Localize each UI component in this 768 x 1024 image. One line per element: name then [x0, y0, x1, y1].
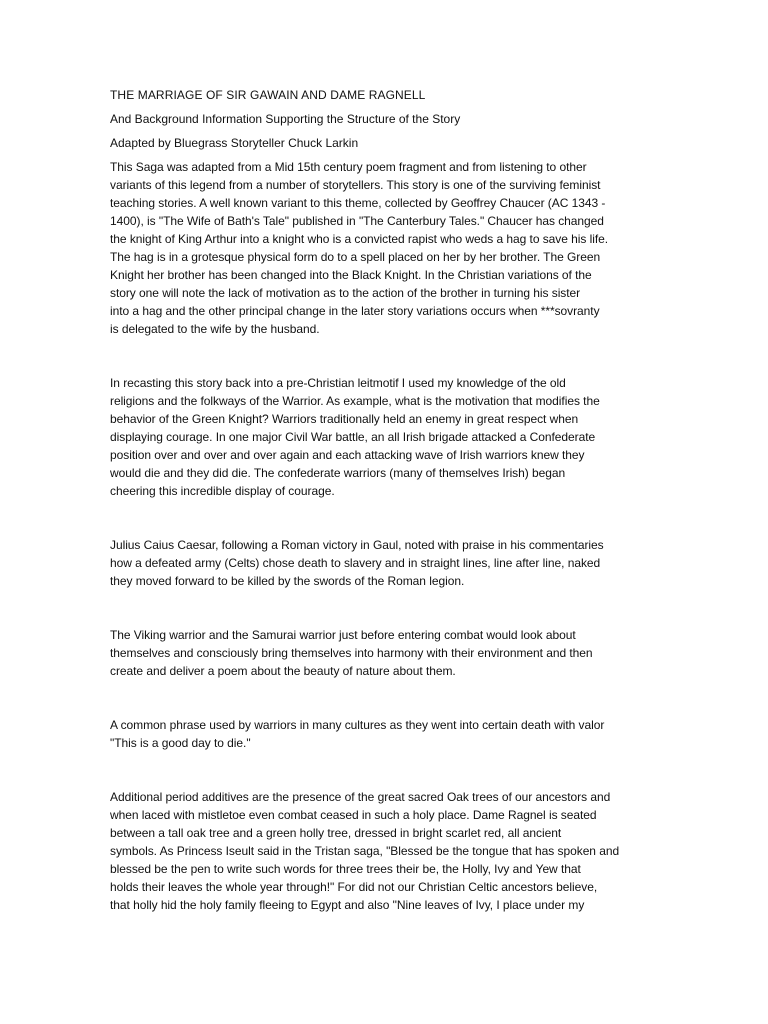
- paragraph-line: Knight her brother has been changed into the Black Knight. In the Christian variations of the: [110, 268, 592, 282]
- paragraph-line: behavior of the Green Knight? Warriors traditionally held an enemy in great respect when: [110, 412, 579, 426]
- paragraph-line: create and deliver a poem about the beauty of nature about them.: [110, 664, 456, 678]
- paragraph-line: displaying courage. In one major Civil War battle, an all Irish brigade attacked a Confederate: [110, 430, 596, 444]
- paragraph-line: position over and over and over again and each attacking wave of Irish warriors knew they: [110, 448, 585, 462]
- paragraph-line: they moved forward to be killed by the swords of the Roman legion.: [110, 574, 465, 588]
- document-subtitle: And Background Information Supporting the Structure of the Story: [110, 112, 461, 126]
- paragraph-line: Julius Caius Caesar, following a Roman victory in Gaul, noted with praise in his commentaries: [110, 538, 604, 552]
- paragraph-line: into a hag and the other principal change in the later story variations occurs when ***sovranty: [110, 304, 600, 318]
- paragraph-line: that holly hid the holy family fleeing to Egypt and also "Nine leaves of Ivy, I place under my: [110, 898, 585, 912]
- paragraph-line: The hag is in a grotesque physical form do to a spell placed on her by her brother. The Green: [110, 250, 601, 264]
- paragraph-line: would die and they did die. The confederate warriors (many of themselves Irish) began: [110, 466, 566, 480]
- paragraph-line: symbols. As Princess Iseult said in the Tristan saga, "Blessed be the tongue that has spoken and: [110, 844, 620, 858]
- paragraph-viking-samurai: [110, 626, 662, 680]
- paragraph-line: Additional period additives are the presence of the great sacred Oak trees of our ancestors and: [110, 790, 611, 804]
- paragraph-line: blessed be the pen to write such words for three trees their be, the Holly, Ivy and Yew that: [110, 862, 581, 876]
- paragraph-line: religions and the folkways of the Warrior. As example, what is the motivation that modifies the: [110, 394, 600, 408]
- paragraph-line: A common phrase used by warriors in many cultures as they went into certain death with valor: [110, 718, 605, 732]
- paragraph-sacred-trees: [110, 788, 662, 914]
- paragraph-line: the knight of King Arthur into a knight who is a convicted rapist who weds a hag to save his life.: [110, 232, 609, 246]
- document-author: Adapted by Bluegrass Storyteller Chuck Larkin: [110, 136, 359, 150]
- paragraph-line: holds their leaves the whole year through!" For did not our Christian Celtic ancestors believe,: [110, 880, 598, 894]
- paragraph-line: between a tall oak tree and a green holly tree, dressed in bright scarlet red, all ancient: [110, 826, 562, 840]
- paragraph-line: This Saga was adapted from a Mid 15th century poem fragment and from listening to other: [110, 160, 587, 174]
- paragraph-saga-origin: [110, 158, 662, 338]
- paragraph-line: how a defeated army (Celts) chose death to slavery and in straight lines, line after line, naked: [110, 556, 601, 570]
- document-title: THE MARRIAGE OF SIR GAWAIN AND DAME RAGNELL: [110, 88, 426, 102]
- paragraph-warrior-folkways: [110, 374, 662, 500]
- paragraph-caesar: [110, 536, 662, 590]
- paragraph-good-day-to-die: [110, 716, 662, 752]
- paragraph-line: cheering this incredible display of courage.: [110, 484, 335, 498]
- paragraph-line: themselves and consciously bring themselves into harmony with their environment and then: [110, 646, 593, 660]
- document-page: [110, 86, 662, 914]
- paragraph-line: teaching stories. A well known variant to this theme, collected by Geoffrey Chaucer (AC 1343 -: [110, 196, 606, 210]
- paragraph-line: In recasting this story back into a pre-Christian leitmotif I used my knowledge of the old: [110, 376, 566, 390]
- paragraph-line: story one will note the lack of motivation as to the action of the brother in turning his sister: [110, 286, 581, 300]
- paragraph-line: is delegated to the wife by the husband.: [110, 322, 320, 336]
- paragraph-line: variants of this legend from a number of storytellers. This story is one of the surviving feminist: [110, 178, 601, 192]
- paragraph-line: "This is a good day to die.": [110, 736, 251, 750]
- paragraph-line: The Viking warrior and the Samurai warrior just before entering combat would look about: [110, 628, 576, 642]
- paragraph-line: when laced with mistletoe even combat ceased in such a holy place. Dame Ragnel is seated: [110, 808, 597, 822]
- paragraph-line: 1400), is "The Wife of Bath's Tale" published in "The Canterbury Tales." Chaucer has changed: [110, 214, 604, 228]
